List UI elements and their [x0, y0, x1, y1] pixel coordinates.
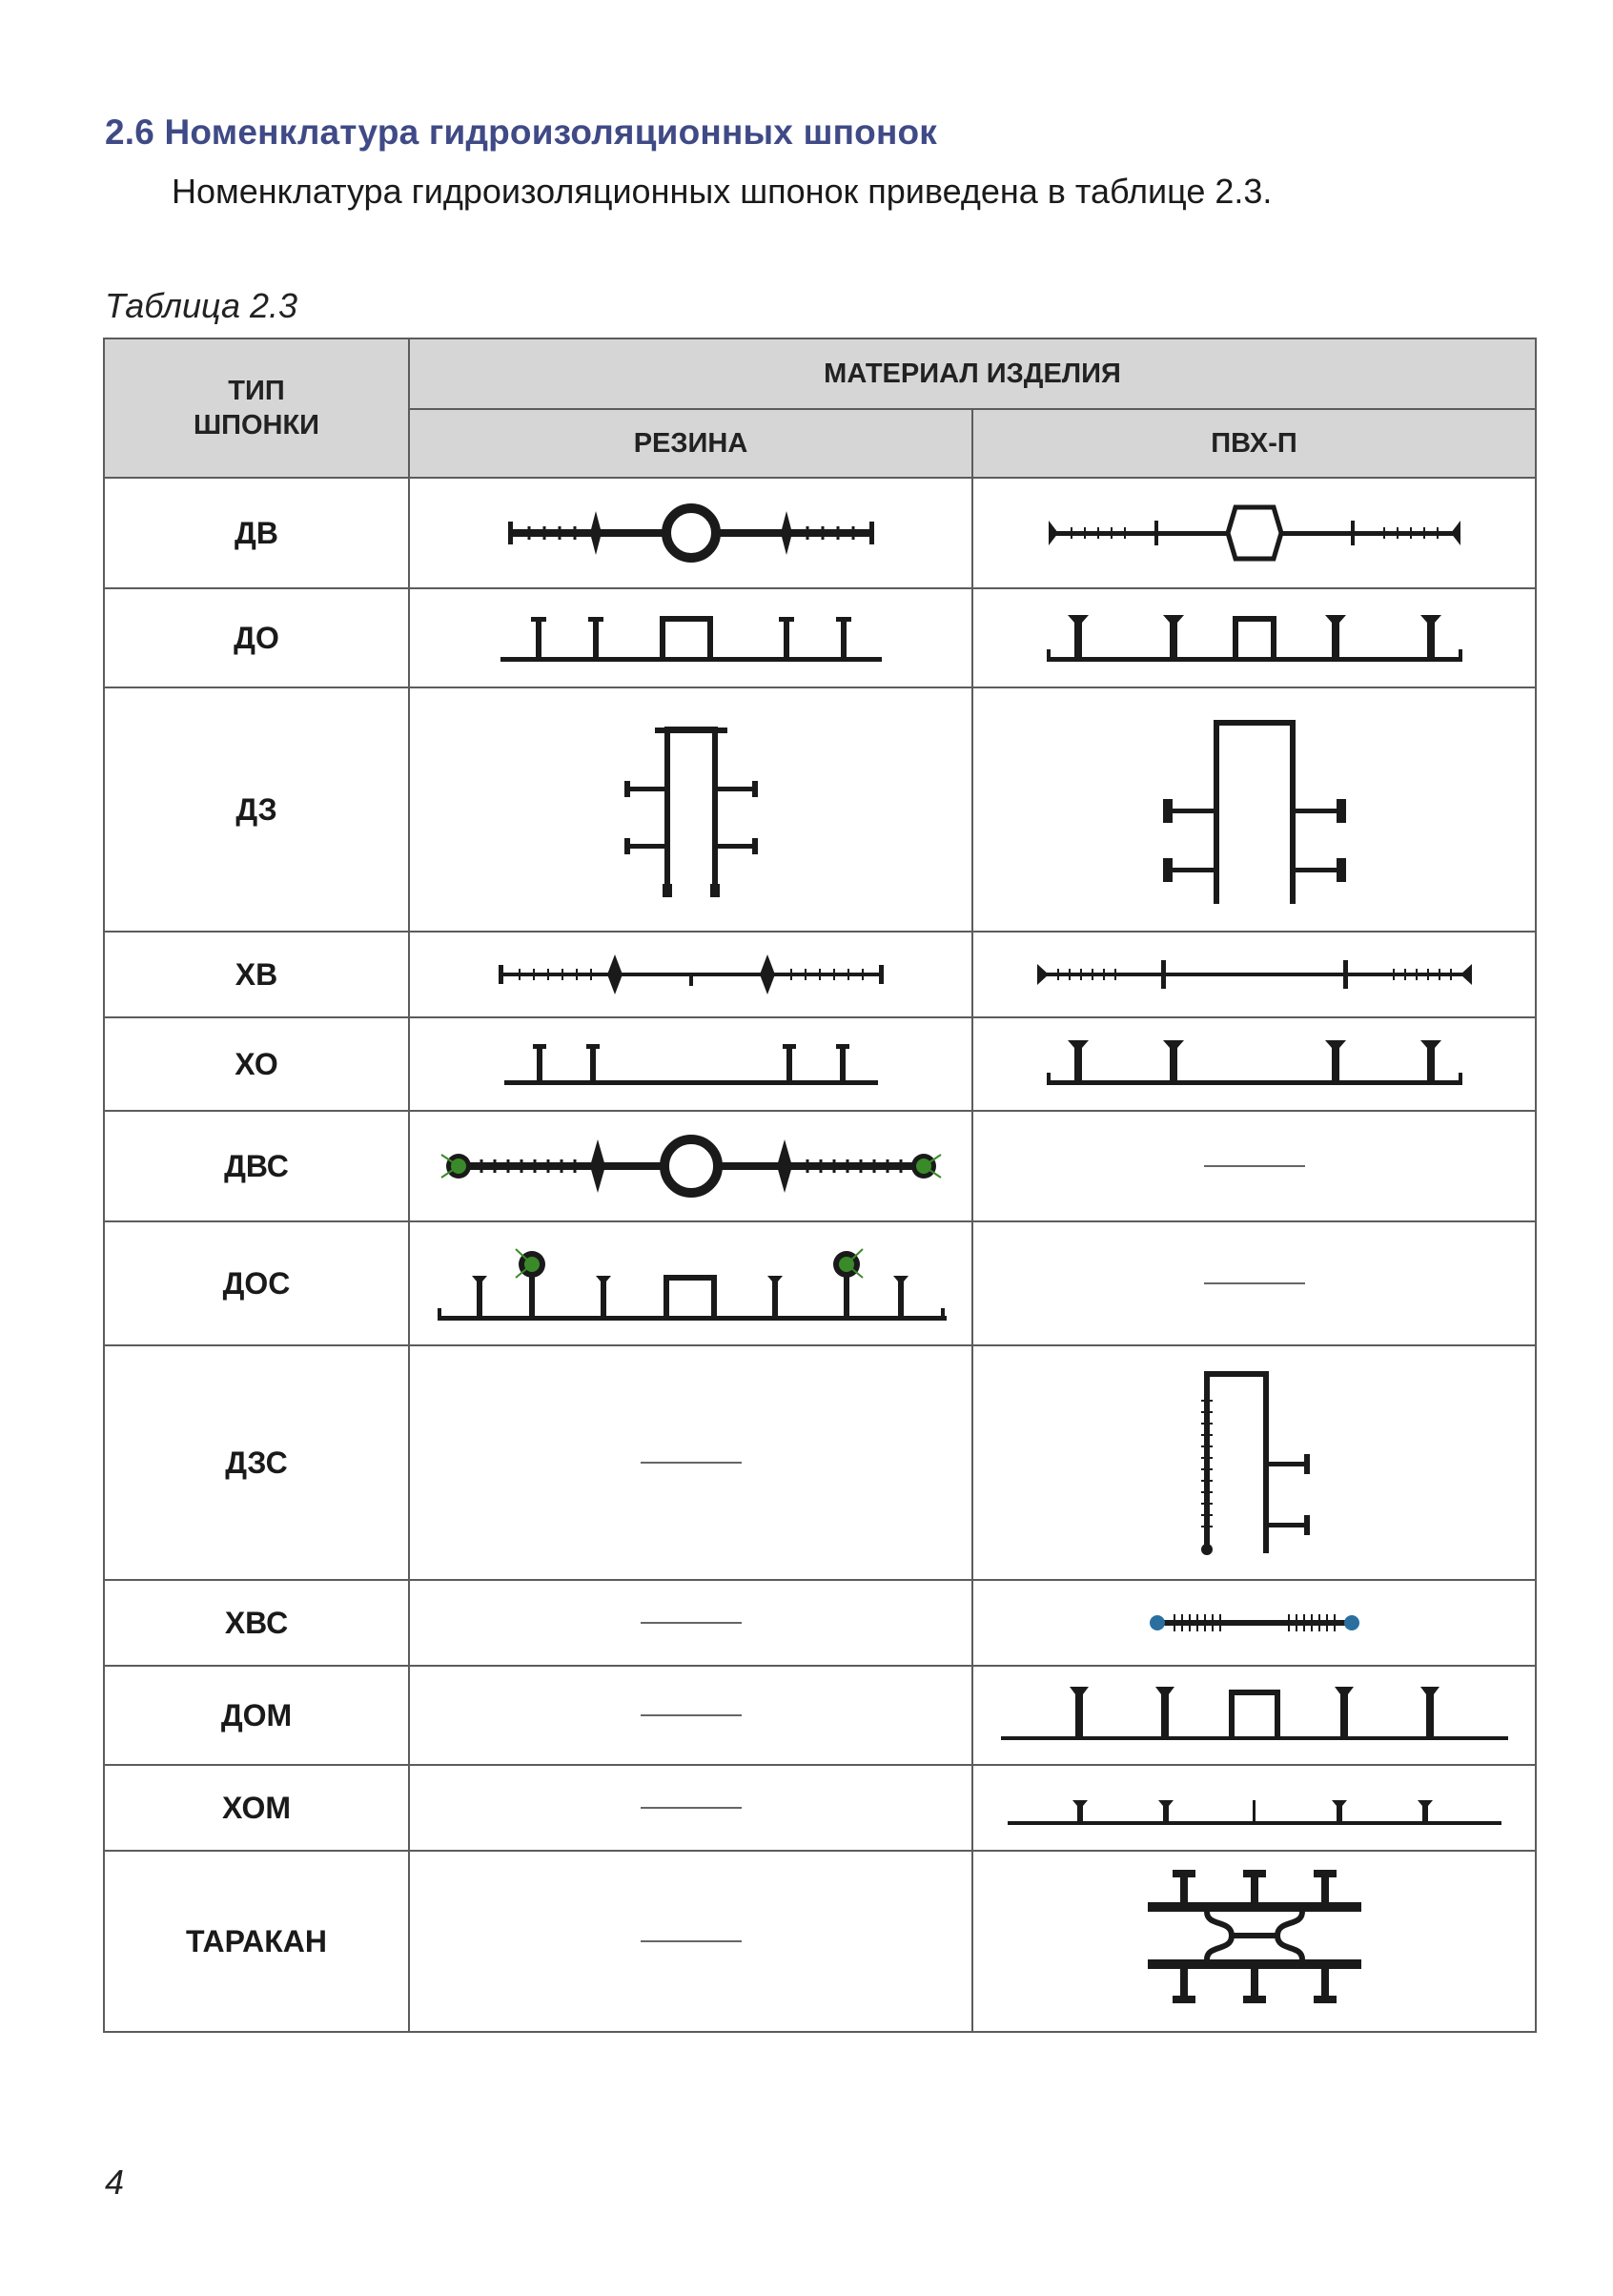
profile-dz-rubber — [596, 714, 786, 905]
profile-dz-pvc — [1150, 709, 1359, 910]
table-row — [104, 1666, 1536, 1765]
no-product-dash — [1204, 1165, 1305, 1167]
profile-cell — [409, 1580, 972, 1666]
header-type — [104, 338, 409, 478]
profile-hv-rubber — [481, 941, 901, 1008]
profile-cell — [972, 1221, 1536, 1345]
table-row — [104, 1851, 1536, 2032]
no-product-dash — [641, 1807, 742, 1809]
profile-tarakan-pvc — [1140, 1860, 1369, 2022]
profile-dv-pvc — [1035, 490, 1474, 576]
profile-cell — [972, 1580, 1536, 1666]
table-row — [104, 588, 1536, 687]
profile-cell — [972, 1666, 1536, 1765]
profile-cell — [972, 687, 1536, 932]
profile-cell — [409, 1221, 972, 1345]
page-number: 4 — [105, 2163, 125, 2202]
header-material: МАТЕРИАЛ ИЗДЕЛИЯ — [409, 338, 1536, 409]
table-row — [104, 932, 1536, 1017]
no-product-dash — [641, 1622, 742, 1624]
intro-paragraph: Номенклатура гидроизоляционных шпонок приведена в таблице 2.3. — [172, 172, 1273, 211]
profile-do-rubber — [481, 600, 901, 676]
type-cell: ДВ — [104, 478, 409, 588]
profile-cell — [972, 588, 1536, 687]
table-row — [104, 687, 1536, 932]
no-product-dash — [1204, 1282, 1305, 1284]
profile-ho-pvc — [1035, 1029, 1474, 1099]
table-row — [104, 1017, 1536, 1111]
profile-cell — [409, 588, 972, 687]
profile-cell — [409, 1666, 972, 1765]
profile-cell — [409, 1017, 972, 1111]
type-cell: ХО — [104, 1017, 409, 1111]
type-cell: ТАРАКАН — [104, 1851, 409, 2032]
profile-cell — [409, 932, 972, 1017]
profile-cell — [972, 1111, 1536, 1221]
profile-dv-rubber — [491, 490, 891, 576]
profile-ho-rubber — [491, 1029, 891, 1099]
table-row — [104, 1580, 1536, 1666]
type-cell: ДО — [104, 588, 409, 687]
type-cell: ДОМ — [104, 1666, 409, 1765]
type-cell: ДЗС — [104, 1345, 409, 1580]
profile-cell — [409, 1111, 972, 1221]
profile-dom-pvc — [997, 1677, 1512, 1753]
profile-cell — [409, 687, 972, 932]
profile-hom-pvc — [1002, 1779, 1507, 1836]
table-row — [104, 478, 1536, 588]
table-row — [104, 1345, 1536, 1580]
type-cell: ДЗ — [104, 687, 409, 932]
profile-cell — [972, 1345, 1536, 1580]
table-row — [104, 1111, 1536, 1221]
profile-dvs-rubber — [424, 1120, 958, 1212]
type-cell: ДОС — [104, 1221, 409, 1345]
profile-do-pvc — [1035, 600, 1474, 676]
profile-hv-pvc — [1026, 941, 1483, 1008]
table-row — [104, 1765, 1536, 1851]
profile-cell — [972, 1765, 1536, 1851]
profile-cell — [409, 1851, 972, 2032]
profile-cell — [972, 1851, 1536, 2032]
profile-dzs-pvc — [1159, 1363, 1350, 1563]
type-cell: ХОМ — [104, 1765, 409, 1851]
profile-hvs-pvc — [1140, 1599, 1369, 1647]
profile-cell — [409, 478, 972, 588]
type-cell: ДВС — [104, 1111, 409, 1221]
profile-cell — [972, 932, 1536, 1017]
profile-cell — [409, 1765, 972, 1851]
section-heading: 2.6 Номенклатура гидроизоляционных шпонок — [105, 113, 938, 152]
type-cell: ХВС — [104, 1580, 409, 1666]
profile-dos-rubber — [424, 1236, 958, 1331]
table-caption: Таблица 2.3 — [105, 286, 298, 325]
header-pvc: ПВХ-П — [972, 409, 1536, 478]
no-product-dash — [641, 1940, 742, 1942]
header-type-label: ТИП ШПОНКИ — [193, 376, 320, 441]
no-product-dash — [641, 1462, 742, 1464]
profile-cell — [972, 1017, 1536, 1111]
header-rubber: РЕЗИНА — [409, 409, 972, 478]
table-row — [104, 1221, 1536, 1345]
type-cell: ХВ — [104, 932, 409, 1017]
profile-cell — [409, 1345, 972, 1580]
no-product-dash — [641, 1714, 742, 1716]
profile-cell — [972, 478, 1536, 588]
waterstop-nomenclature-table — [103, 338, 1537, 2033]
